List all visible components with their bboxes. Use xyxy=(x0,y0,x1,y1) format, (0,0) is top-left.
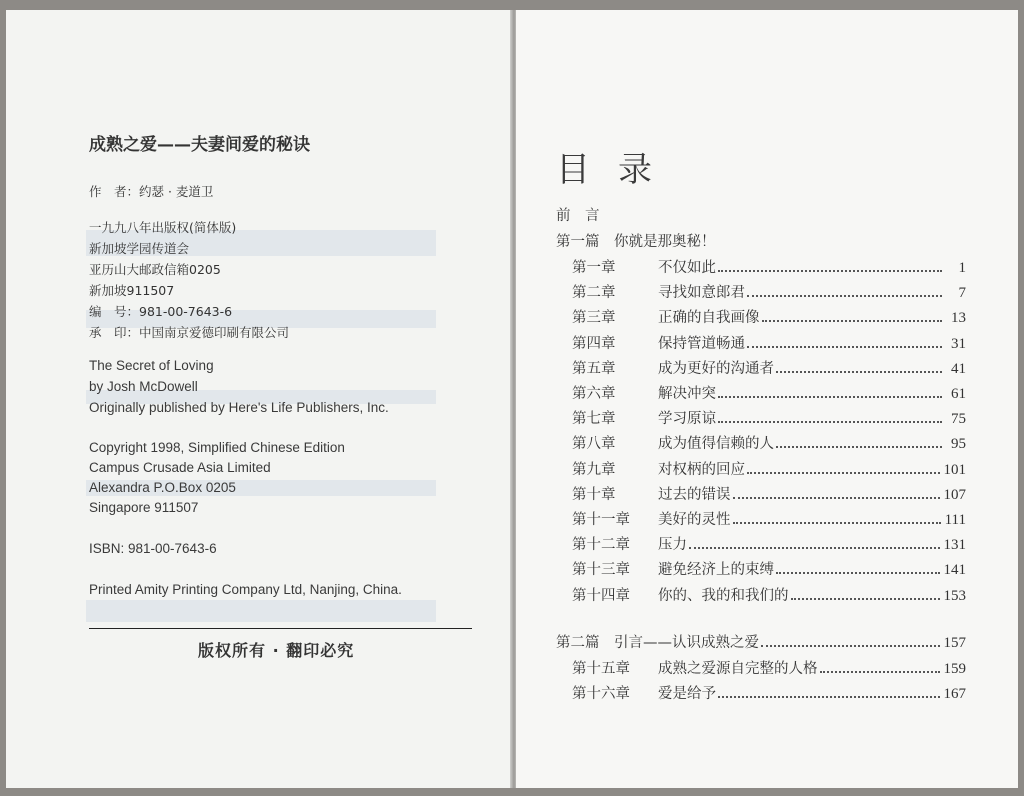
toc-leader-dots xyxy=(718,395,942,398)
cn-info-line: 承 印：中国南京爱德印刷有限公司 xyxy=(89,325,290,340)
toc-leader-dots xyxy=(776,571,940,574)
toc-chapter-label: 第十四章 xyxy=(572,587,630,604)
toc-page-number: 61 xyxy=(951,386,966,402)
toc-part-2-row xyxy=(556,631,966,652)
toc-chapter-title: 美好的灵性 xyxy=(658,512,731,528)
toc-page-number: 153 xyxy=(943,587,966,604)
isbn-line: ISBN: 981-00-7643-6 xyxy=(89,541,217,556)
toc-chapter-row xyxy=(572,682,966,703)
toc-chapter-label: 第十五章 xyxy=(572,661,630,677)
toc-chapter-title: 解决冲突 xyxy=(658,386,716,402)
cn-info-line: 编 号：981-00-7643-6 xyxy=(89,304,233,319)
toc-chapter-row xyxy=(572,382,966,403)
toc-page-number: 1 xyxy=(958,260,966,276)
toc-page-number: 95 xyxy=(951,436,966,453)
toc-chapter-row xyxy=(572,584,966,605)
toc-chapter-label: 第一章 xyxy=(572,260,616,276)
toc-chapter-title: 对权柄的回应 xyxy=(658,461,745,478)
toc-chapter-title: 引言——认识成熟之爱 xyxy=(614,635,759,651)
toc-chapter-title: 保持管道畅通 xyxy=(658,335,745,352)
toc-page-number: 159 xyxy=(943,661,966,677)
toc-page-number: 7 xyxy=(958,285,966,302)
cn-info-line: 一九九八年出版权(简体版) xyxy=(89,220,237,235)
toc-leader-dots xyxy=(718,420,942,423)
toc-leader-dots xyxy=(747,345,942,348)
toc-leader-dots xyxy=(733,496,940,499)
cn-info-line: 亚历山大邮政信箱0205 xyxy=(89,262,221,277)
toc-heading-char: 目 xyxy=(556,150,590,190)
toc-page-number: 107 xyxy=(943,486,966,503)
divider-rule xyxy=(89,628,472,629)
toc-chapter-row xyxy=(572,508,966,529)
toc-chapter-label: 第七章 xyxy=(572,411,616,428)
copyright-line: Alexandra P.O.Box 0205 xyxy=(89,480,236,495)
toc-leader-dots xyxy=(762,319,943,322)
toc-page-number: 75 xyxy=(951,411,966,428)
printer-line: Printed Amity Printing Company Ltd, Nanjing, China. xyxy=(89,582,402,597)
toc-chapter-title: 寻找如意郎君 xyxy=(658,285,745,302)
toc-chapter-label: 第二章 xyxy=(572,285,616,302)
toc-chapter-label: 第四章 xyxy=(572,335,616,352)
toc-chapter-row xyxy=(572,458,966,479)
toc-page-number: 101 xyxy=(943,461,966,478)
toc-chapter-title: 成熟之爱源自完整的人格 xyxy=(658,661,818,677)
author-line: 作 者：约瑟 · 麦道卫 xyxy=(89,184,214,199)
toc-chapter-row xyxy=(572,533,966,554)
toc-page-number: 41 xyxy=(951,360,966,377)
toc-leader-dots xyxy=(820,670,940,673)
toc-heading-char: 录 xyxy=(618,150,652,190)
toc-leader-dots xyxy=(747,471,940,474)
toc-page-number: 111 xyxy=(944,512,966,528)
toc-chapter-row xyxy=(572,657,966,678)
toc-chapter-row xyxy=(572,483,966,504)
toc-chapter-label: 第十章 xyxy=(572,486,616,503)
toc-chapter-label: 第十一章 xyxy=(572,512,630,528)
right-page xyxy=(516,10,1018,788)
copyright-line: Campus Crusade Asia Limited xyxy=(89,460,271,475)
toc-chapter-row xyxy=(572,357,966,378)
toc-page-number: 157 xyxy=(943,635,966,651)
rights-notice: 版权所有 · 翻印必究 xyxy=(198,641,355,660)
toc-chapter-title: 成为值得信赖的人 xyxy=(658,436,774,453)
toc-chapter-row xyxy=(572,432,966,453)
toc-chapter-row xyxy=(572,332,966,353)
en-publisher-line: Originally published by Here's Life Publishers, Inc. xyxy=(89,400,389,415)
en-author-line: by Josh McDowell xyxy=(89,379,198,394)
toc-chapter-label: 第九章 xyxy=(572,461,616,478)
toc-chapter-row xyxy=(572,281,966,302)
toc-chapter-label: 第五章 xyxy=(572,360,616,377)
toc-leader-dots xyxy=(776,445,942,448)
toc-leader-dots xyxy=(761,644,940,647)
toc-chapter-row xyxy=(572,306,966,327)
en-title-line: The Secret of Loving xyxy=(89,358,214,373)
toc-leader-dots xyxy=(689,546,940,549)
cn-info-line: 新加坡911507 xyxy=(89,283,175,298)
toc-chapter-label: 第十三章 xyxy=(572,562,630,579)
copyright-line: Singapore 911507 xyxy=(89,500,199,515)
toc-chapter-title: 避免经济上的束缚 xyxy=(658,562,774,579)
toc-chapter-title: 你的、我的和我们的 xyxy=(658,587,789,604)
left-page xyxy=(6,10,512,788)
toc-chapter-title: 爱是给予 xyxy=(658,686,716,703)
toc-preface: 前 言 xyxy=(556,208,600,224)
toc-chapter-row xyxy=(572,558,966,579)
toc-chapter-label: 第三章 xyxy=(572,310,616,327)
toc-chapter-label: 第六章 xyxy=(572,386,616,402)
toc-chapter-title: 正确的自我画像 xyxy=(658,310,760,327)
toc-page-number: 141 xyxy=(943,562,966,579)
toc-chapter-title: 成为更好的沟通者 xyxy=(658,360,774,377)
toc-leader-dots xyxy=(791,597,940,600)
toc-chapter-title: 压力 xyxy=(658,537,687,554)
toc-chapter-label: 第十六章 xyxy=(572,686,630,703)
cn-info-line: 新加坡学园传道会 xyxy=(89,241,190,256)
copyright-line: Copyright 1998, Simplified Chinese Edition xyxy=(89,440,345,455)
toc-leader-dots xyxy=(747,294,942,297)
toc-chapter-label: 第八章 xyxy=(572,436,616,453)
toc-part-1: 第一篇 你就是那奥秘！ xyxy=(556,234,716,250)
book-title: 成熟之爱——夫妻间爱的秘诀 xyxy=(89,135,310,155)
toc-chapter-row xyxy=(572,256,966,277)
toc-leader-dots xyxy=(718,695,940,698)
toc-page-number: 131 xyxy=(943,537,966,554)
toc-leader-dots xyxy=(718,269,942,272)
toc-chapter-row xyxy=(572,407,966,428)
toc-leader-dots xyxy=(776,370,942,373)
toc-chapter-title: 不仅如此 xyxy=(658,260,716,276)
toc-page-number: 167 xyxy=(943,686,966,703)
toc-page-number: 31 xyxy=(951,335,966,352)
toc-page-number: 13 xyxy=(951,310,966,327)
bleed-through-band xyxy=(86,600,436,622)
toc-chapter-label: 第十二章 xyxy=(572,537,630,554)
toc-chapter-title: 过去的错误 xyxy=(658,486,731,503)
toc-chapter-title: 学习原谅 xyxy=(658,411,716,428)
toc-heading xyxy=(556,142,652,191)
toc-leader-dots xyxy=(733,521,941,524)
toc-chapter-label: 第二篇 xyxy=(556,635,600,651)
